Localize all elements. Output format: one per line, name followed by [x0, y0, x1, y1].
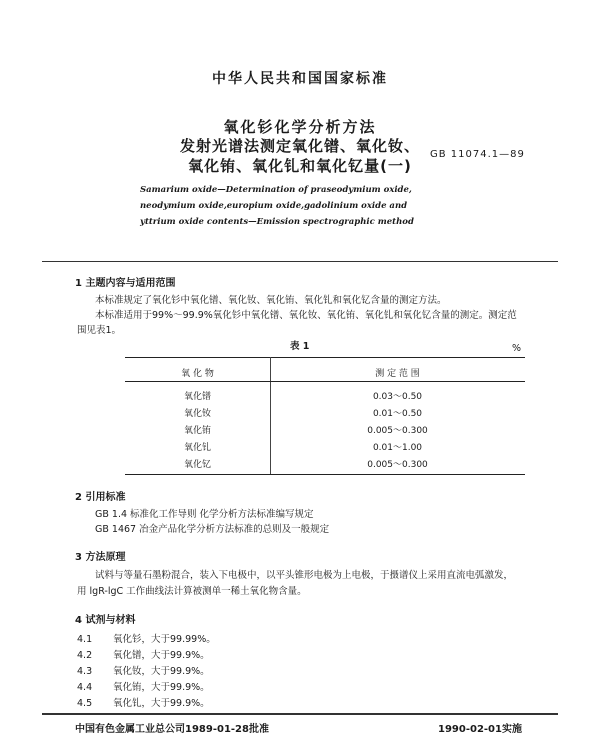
table-1-title: 表 1 — [290, 341, 310, 352]
implementation-date: 1990-02-01实施 — [438, 724, 522, 735]
english-title-line-3: yttrium oxide contents—Emission spectrographic method — [140, 217, 414, 227]
reagent-item-number: 4.1 — [77, 634, 93, 645]
table-row-oxide: 氧化钕 — [183, 409, 211, 419]
table-bottom-rule — [125, 474, 525, 475]
table-top-rule — [125, 357, 525, 358]
table-row-range: 0.005～0.300 — [367, 426, 428, 436]
reference-standard-1: GB 1.4 标准化工作导则 化学分析方法标准编写规定 — [95, 509, 314, 520]
section-3-para-2: 用 lgR-lgC 工作曲线法计算被测单一稀土氧化物含量。 — [77, 586, 307, 597]
reagent-item-text: 氧化铕，大于99.9%。 — [113, 682, 210, 693]
approval-line: 中国有色金属工业总公司1989-01-28批准 — [75, 724, 269, 735]
section-3-heading: 3 方法原理 — [75, 552, 126, 563]
section-1-heading: 1 主题内容与适用范围 — [75, 278, 176, 289]
section-1-para-2a: 本标准适用于99%～99.9%氧化钐中氧化镨、氧化钕、氧化铕、氧化钆和氧化钇含量的测定。测定范 — [95, 310, 517, 321]
reagent-item-number: 4.2 — [77, 650, 93, 661]
reagent-item-text: 氧化钆，大于99.9%。 — [113, 698, 210, 709]
table-row-range: 0.005～0.300 — [367, 460, 428, 470]
table-row-range: 0.03～0.50 — [372, 392, 423, 402]
table-row-oxide: 氧化钇 — [183, 460, 211, 470]
reagent-item-text: 氧化钕，大于99.9%。 — [113, 666, 210, 677]
section-2-heading: 2 引用标准 — [75, 492, 126, 503]
table-row-oxide: 氧化镨 — [183, 392, 211, 402]
table-row-oxide: 氧化钆 — [183, 443, 211, 453]
section-1-para-2b: 围见表1。 — [77, 325, 122, 336]
title-line-3: 氧化铕、氧化钆和氧化钇量(一) — [188, 157, 412, 175]
section-3-para-1: 试料与等量石墨粉混合，装入下电极中，以平头锥形电极为上电极，于摄谱仪上采用直流电弧激发， — [95, 570, 514, 581]
section-4-heading: 4 试剂与材料 — [75, 615, 136, 626]
reagent-item-number: 4.3 — [77, 666, 93, 677]
table-header-rule — [125, 381, 525, 382]
title-line-1: 氧化钐化学分析方法 — [223, 118, 377, 136]
table-row-range: 0.01～0.50 — [372, 409, 423, 419]
footer-divider — [42, 713, 558, 715]
reference-standard-2: GB 1467 冶金产品化学分析方法标准的总则及一般规定 — [95, 524, 330, 535]
title-line-2: 发射光谱法测定氧化镨、氧化钕、 — [179, 137, 420, 155]
table-header-range: 测 定 范 围 — [375, 369, 420, 379]
standard-number: GB 11074.1—89 — [430, 149, 525, 160]
table-1-unit: % — [512, 343, 522, 354]
reagent-item-number: 4.5 — [77, 698, 93, 709]
english-title-line-2: neodymium oxide,europium oxide,gadolinium oxide and — [140, 201, 408, 211]
reagent-item-text: 氧化镨，大于99.9%。 — [113, 650, 210, 661]
table-header-oxide: 氧 化 物 — [181, 369, 214, 379]
english-title-line-1: Samarium oxide—Determination of praseodymium oxide, — [140, 185, 412, 195]
issuing-body-header: 中华人民共和国国家标准 — [212, 71, 388, 87]
table-row-oxide: 氧化铕 — [183, 426, 211, 436]
title-divider — [42, 261, 558, 262]
section-1-para-1: 本标准规定了氧化钐中氧化镨、氧化钕、氧化铕、氧化钆和氧化钇含量的测定方法。 — [95, 295, 447, 306]
table-row-range: 0.01～1.00 — [372, 443, 423, 453]
reagent-item-text: 氧化钐，大于99.99%。 — [113, 634, 216, 645]
reagent-item-number: 4.4 — [77, 682, 93, 693]
